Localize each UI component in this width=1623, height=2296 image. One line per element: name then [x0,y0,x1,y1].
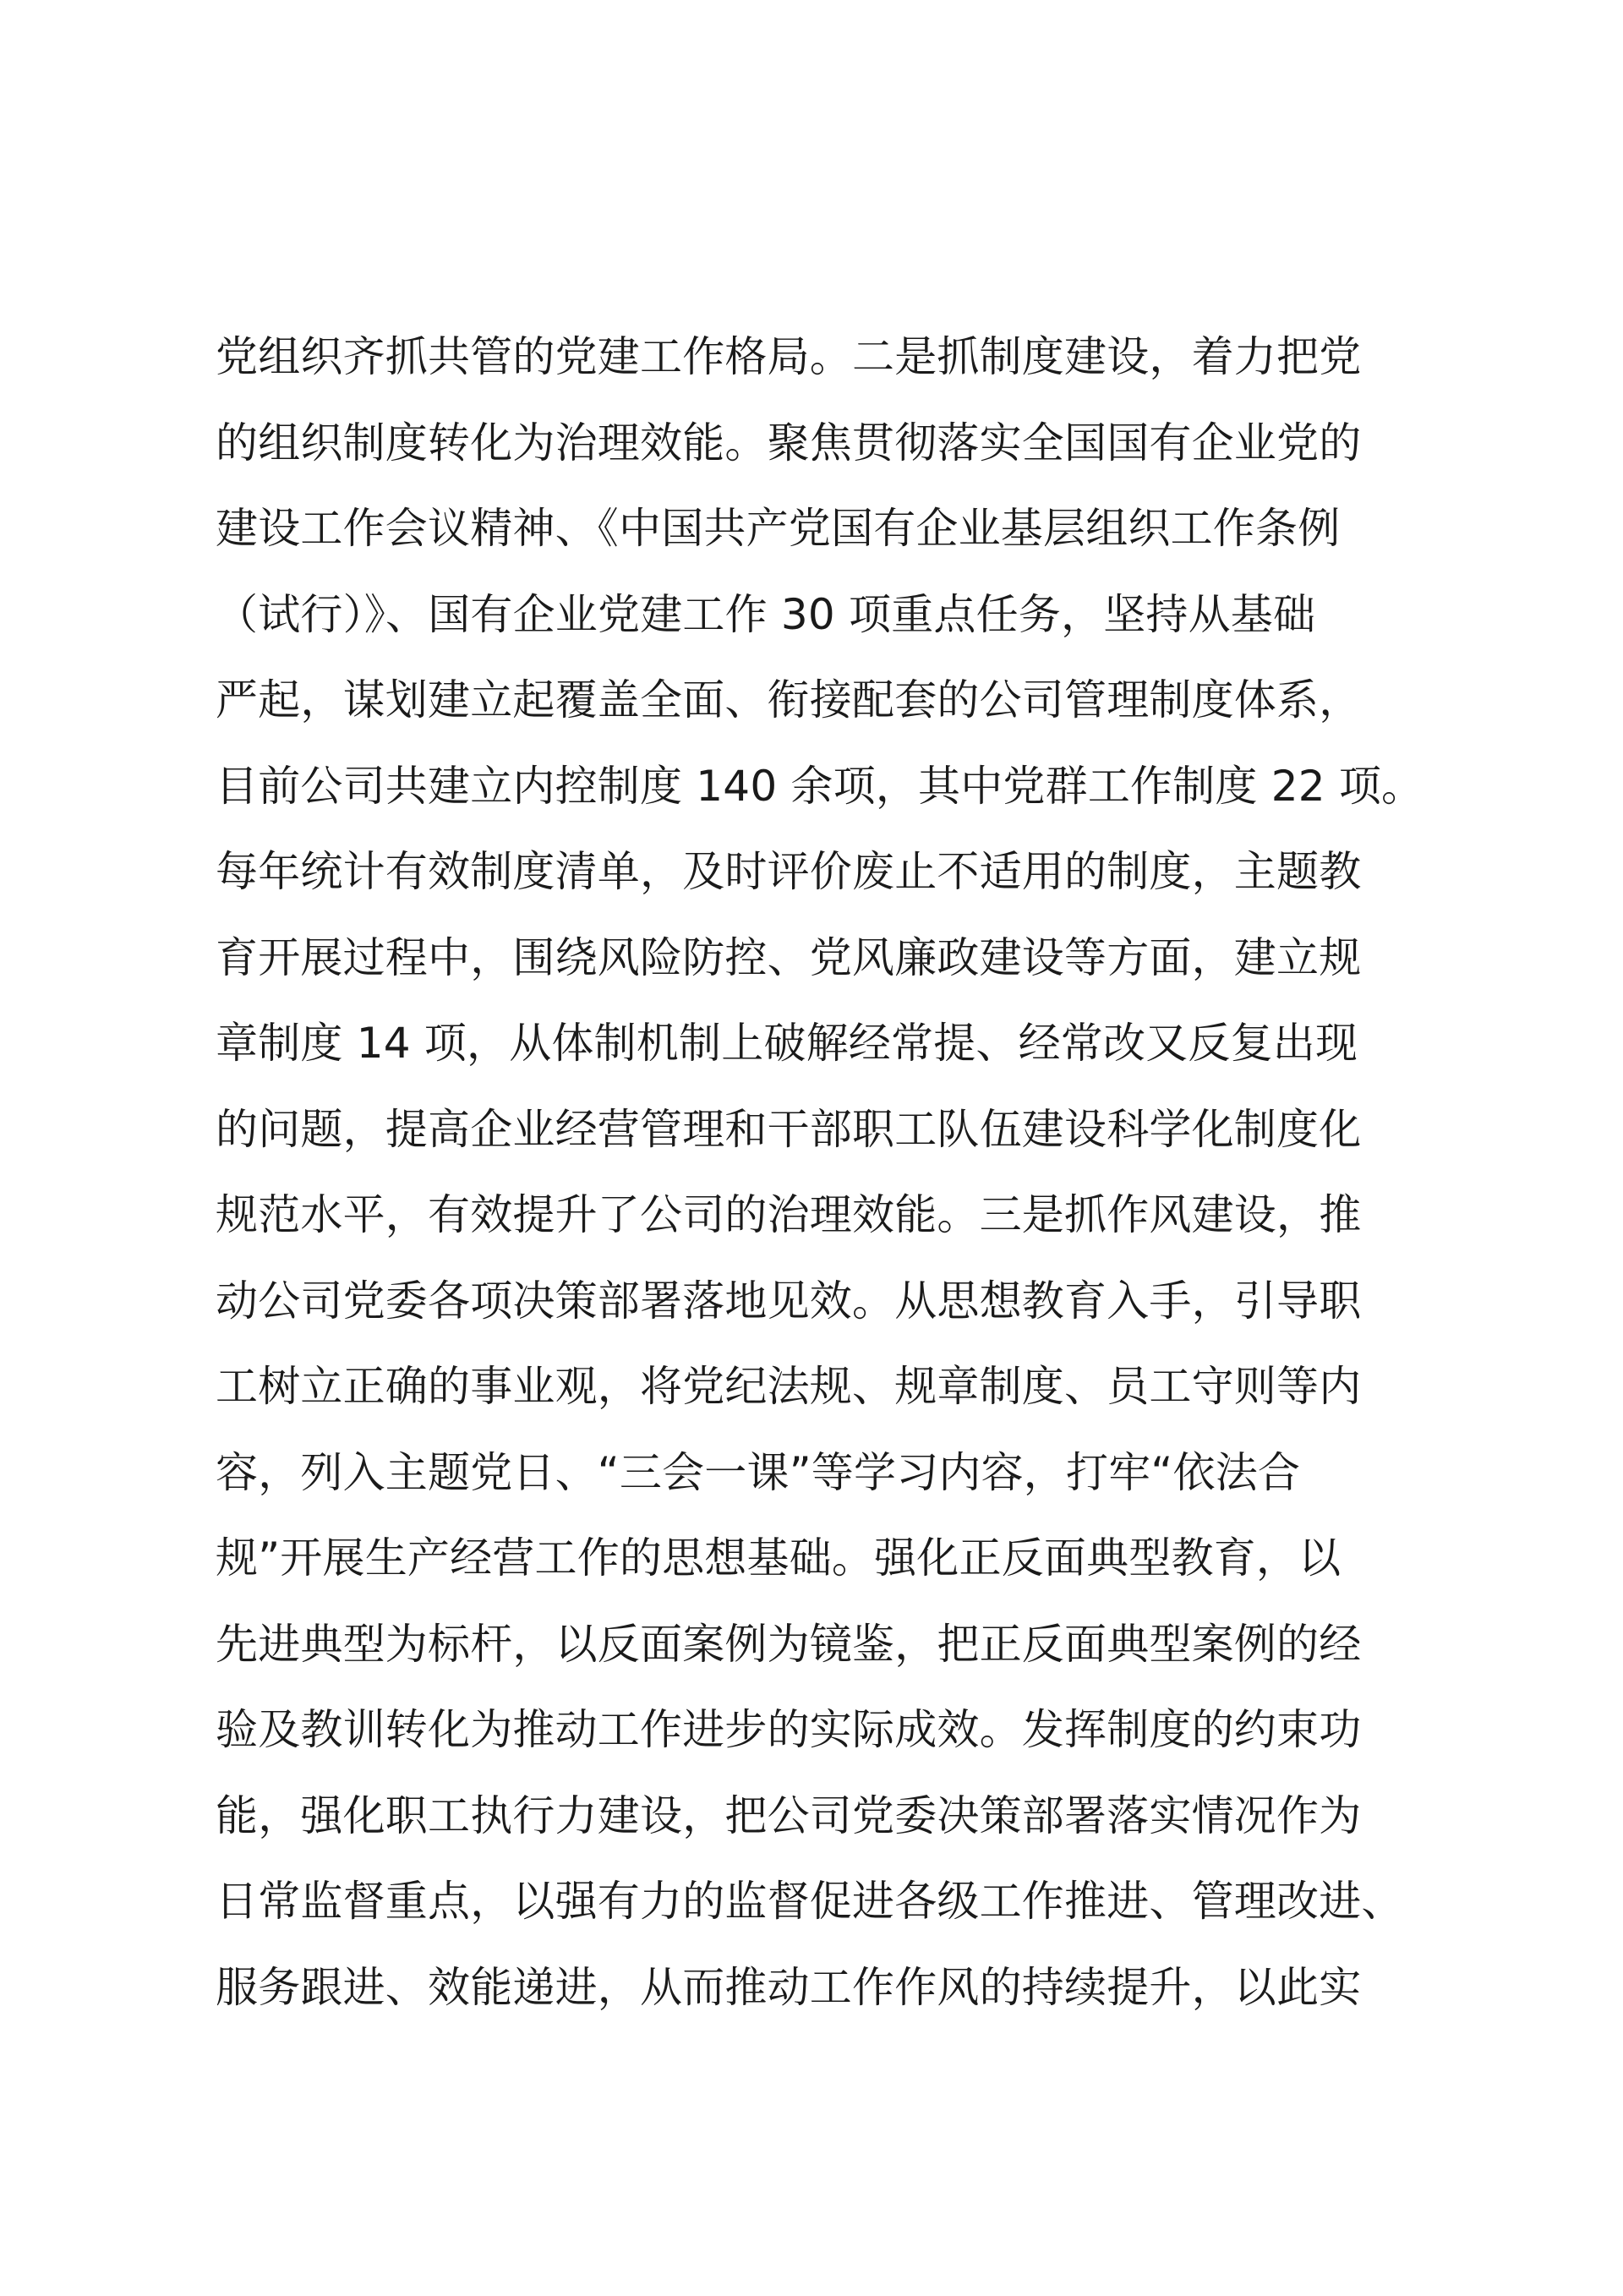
text-line-20: 服务跟进、效能递进，从而推动工作作风的持续提升，以此实 [216,1962,1362,2012]
text-line-1: 党组织齐抓共管的党建工作格局。二是抓制度建设，着力把党 [216,332,1362,381]
text-line-19: 日常监督重点，以强有力的监督促进各级工作推进、管理改进、 [216,1877,1404,1926]
text-line-5: 严起，谋划建立起覆盖全面、衔接配套的公司管理制度体系， [216,675,1362,724]
text-line-17: 验及教训转化为推动工作进步的实际成效。发挥制度的约束功 [216,1705,1362,1754]
text-line-18: 能，强化职工执行力建设，把公司党委决策部署落实情况作为 [216,1790,1362,1840]
text-line-11: 规范水平，有效提升了公司的治理效能。三是抓作风建设，推 [216,1190,1362,1239]
text-line-13: 工树立正确的事业观，将党纪法规、规章制度、员工守则等内 [216,1362,1362,1411]
text-line-3: 建设工作会议精神、《中国共产党国有企业基层组织工作条例 [216,504,1341,553]
text-line-15: 规”开展生产经营工作的思想基础。强化正反面典型教育，以 [216,1533,1342,1583]
text-line-9: 章制度 14 项，从体制机制上破解经常提、经常改又反复出现 [216,1019,1358,1068]
text-line-2: 的组织制度转化为治理效能。聚焦贯彻落实全国国有企业党的 [216,418,1362,467]
text-line-4: （试行）》、国有企业党建工作 30 项重点任务，坚持从基础 [216,589,1316,639]
text-line-8: 育开展过程中，围绕风险防控、党风廉政建设等方面，建立规 [216,932,1362,982]
text-line-7: 每年统计有效制度清单，及时评价废止不适用的制度，主题教 [216,847,1362,896]
text-line-12: 动公司党委各项决策部署落地见效。从思想教育入手，引导职 [216,1276,1362,1326]
text-line-6: 目前公司共建立内控制度 140 余项，其中党群工作制度 22 项。 [216,761,1424,811]
text-line-16: 先进典型为标杆，以反面案例为镜鉴，把正反面典型案例的经 [216,1619,1362,1669]
document-body [216,314,1433,2031]
text-line-14: 容，列入主题党日、“三会一课”等学习内容，打牢“依法合 [216,1447,1301,1497]
text-line-10: 的问题，提高企业经营管理和干部职工队伍建设科学化制度化 [216,1104,1362,1154]
